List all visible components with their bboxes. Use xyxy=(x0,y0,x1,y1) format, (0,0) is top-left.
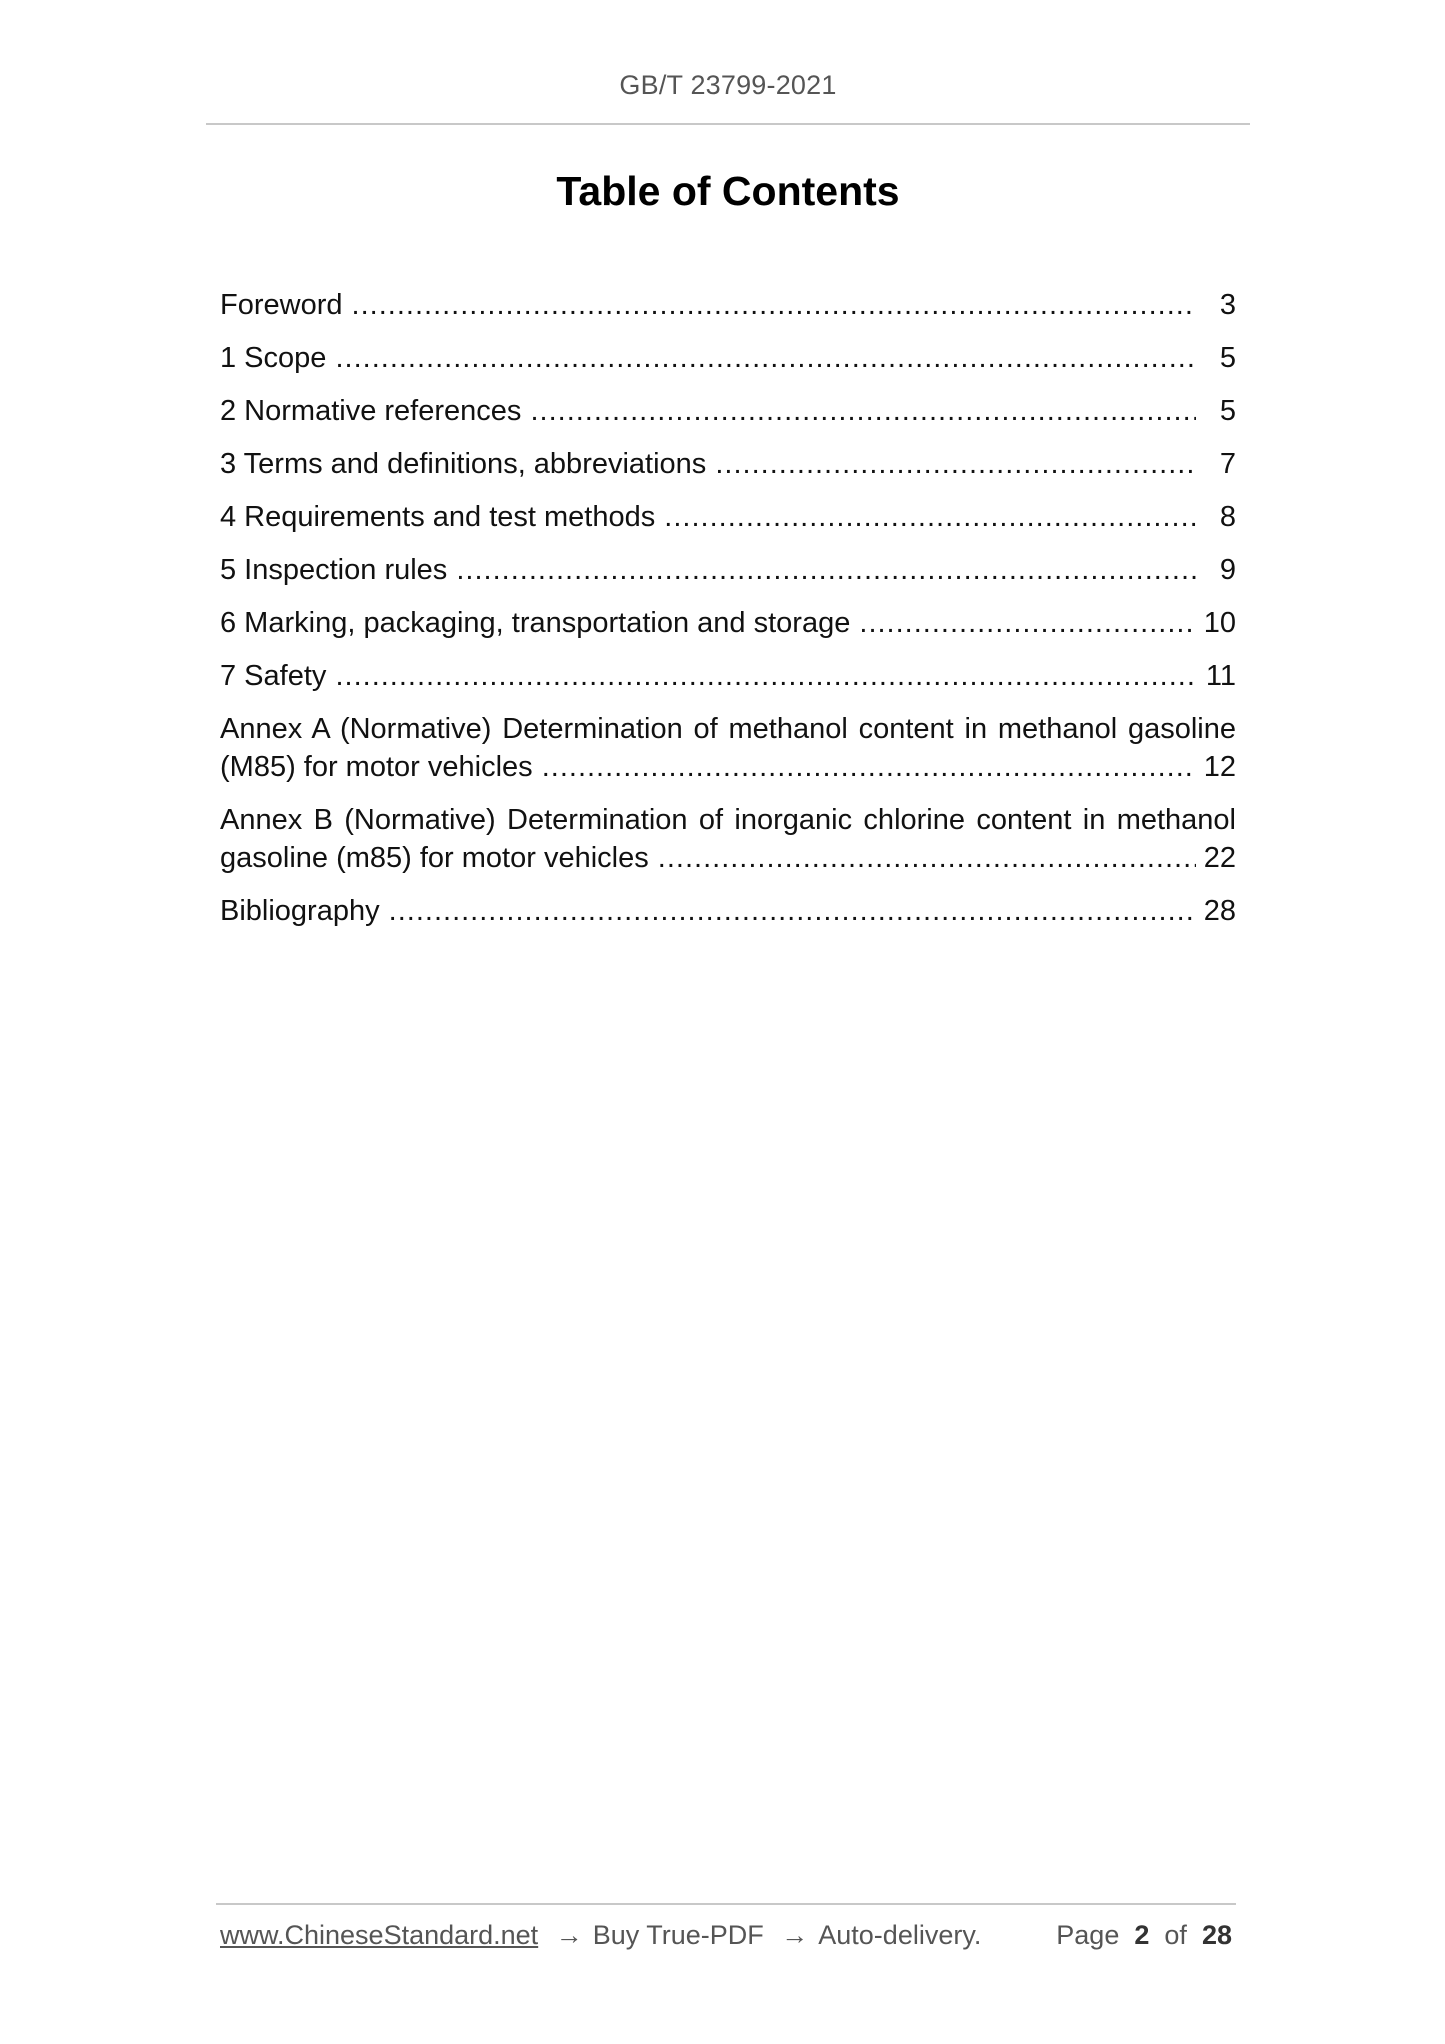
toc-entry[interactable] xyxy=(220,892,1236,930)
toc-page-number: 11 xyxy=(1203,657,1236,695)
toc-page-number: 10 xyxy=(1201,604,1236,642)
toc-entry[interactable] xyxy=(220,710,1236,786)
toc-entry-title: 1 Scope ..... xyxy=(220,339,1196,377)
toc-page-number: 22 xyxy=(1201,839,1236,877)
page-label: Page xyxy=(1056,1920,1120,1950)
toc-entry-title: 7 Safety ..... xyxy=(220,657,1196,695)
toc-entry[interactable] xyxy=(220,801,1236,877)
auto-delivery-text: Auto-delivery. xyxy=(818,1920,982,1950)
toc-entry[interactable] xyxy=(220,445,1236,483)
toc-entry[interactable] xyxy=(220,498,1236,536)
toc-page-number: 7 xyxy=(1217,445,1236,483)
toc-page-number: 8 xyxy=(1217,498,1236,536)
toc-entry[interactable] xyxy=(220,286,1236,324)
page-footer xyxy=(220,1920,1232,1951)
toc-page-number: 5 xyxy=(1217,339,1236,377)
toc-entry-title: Annex A (Normative) Determination of methanol content in methanol gasoline xyxy=(220,713,1236,745)
toc-entry-title: 4 Requirements and test methods ..... xyxy=(220,498,1196,536)
toc-entry-title: gasoline (m85) for motor vehicles ..... xyxy=(220,839,1196,877)
toc-page-number: 3 xyxy=(1217,286,1236,324)
toc-entry-title: 2 Normative references ..... xyxy=(220,392,1196,430)
toc-entry-title: Bibliography ..... xyxy=(220,892,1196,930)
toc-page-number: 9 xyxy=(1217,551,1236,589)
toc-entry[interactable] xyxy=(220,551,1236,589)
toc-page-number: 28 xyxy=(1201,892,1236,930)
total-pages-number: 28 xyxy=(1201,1920,1232,1950)
toc-entry-title: Annex B (Normative) Determination of inorganic chlorine content in methanol xyxy=(220,804,1236,836)
page-indicator xyxy=(1056,1920,1232,1951)
arrow-right-icon: → xyxy=(781,1920,809,1950)
document-id-header: GB/T 23799-2021 xyxy=(619,70,837,100)
toc-entry[interactable] xyxy=(220,604,1236,642)
footer-promo xyxy=(220,1920,981,1951)
toc-entry-title: (M85) for motor vehicles ..... xyxy=(220,748,1196,786)
page-of-label: of xyxy=(1164,1920,1187,1950)
header-divider xyxy=(206,123,1250,125)
toc-entry-title: 3 Terms and definitions, abbreviations ..... xyxy=(220,445,1196,483)
toc-entry[interactable] xyxy=(220,657,1236,695)
toc-page-number: 5 xyxy=(1217,392,1236,430)
arrow-right-icon: → xyxy=(555,1920,583,1950)
website-link[interactable]: www.ChineseStandard.net xyxy=(220,1920,539,1950)
page-title: Table of Contents xyxy=(556,168,900,214)
buy-true-pdf-text: Buy True-PDF xyxy=(592,1920,764,1950)
toc-entry-title: Foreword ..... xyxy=(220,286,1196,324)
toc-entry[interactable] xyxy=(220,392,1236,430)
table-of-contents xyxy=(220,286,1236,945)
current-page-number: 2 xyxy=(1134,1920,1150,1950)
toc-entry-title: 6 Marking, packaging, transportation and storage ..... xyxy=(220,604,1196,642)
footer-divider xyxy=(216,1903,1236,1905)
toc-entry-title: 5 Inspection rules ..... xyxy=(220,551,1196,589)
toc-entry[interactable] xyxy=(220,339,1236,377)
toc-page-number: 12 xyxy=(1201,748,1236,786)
